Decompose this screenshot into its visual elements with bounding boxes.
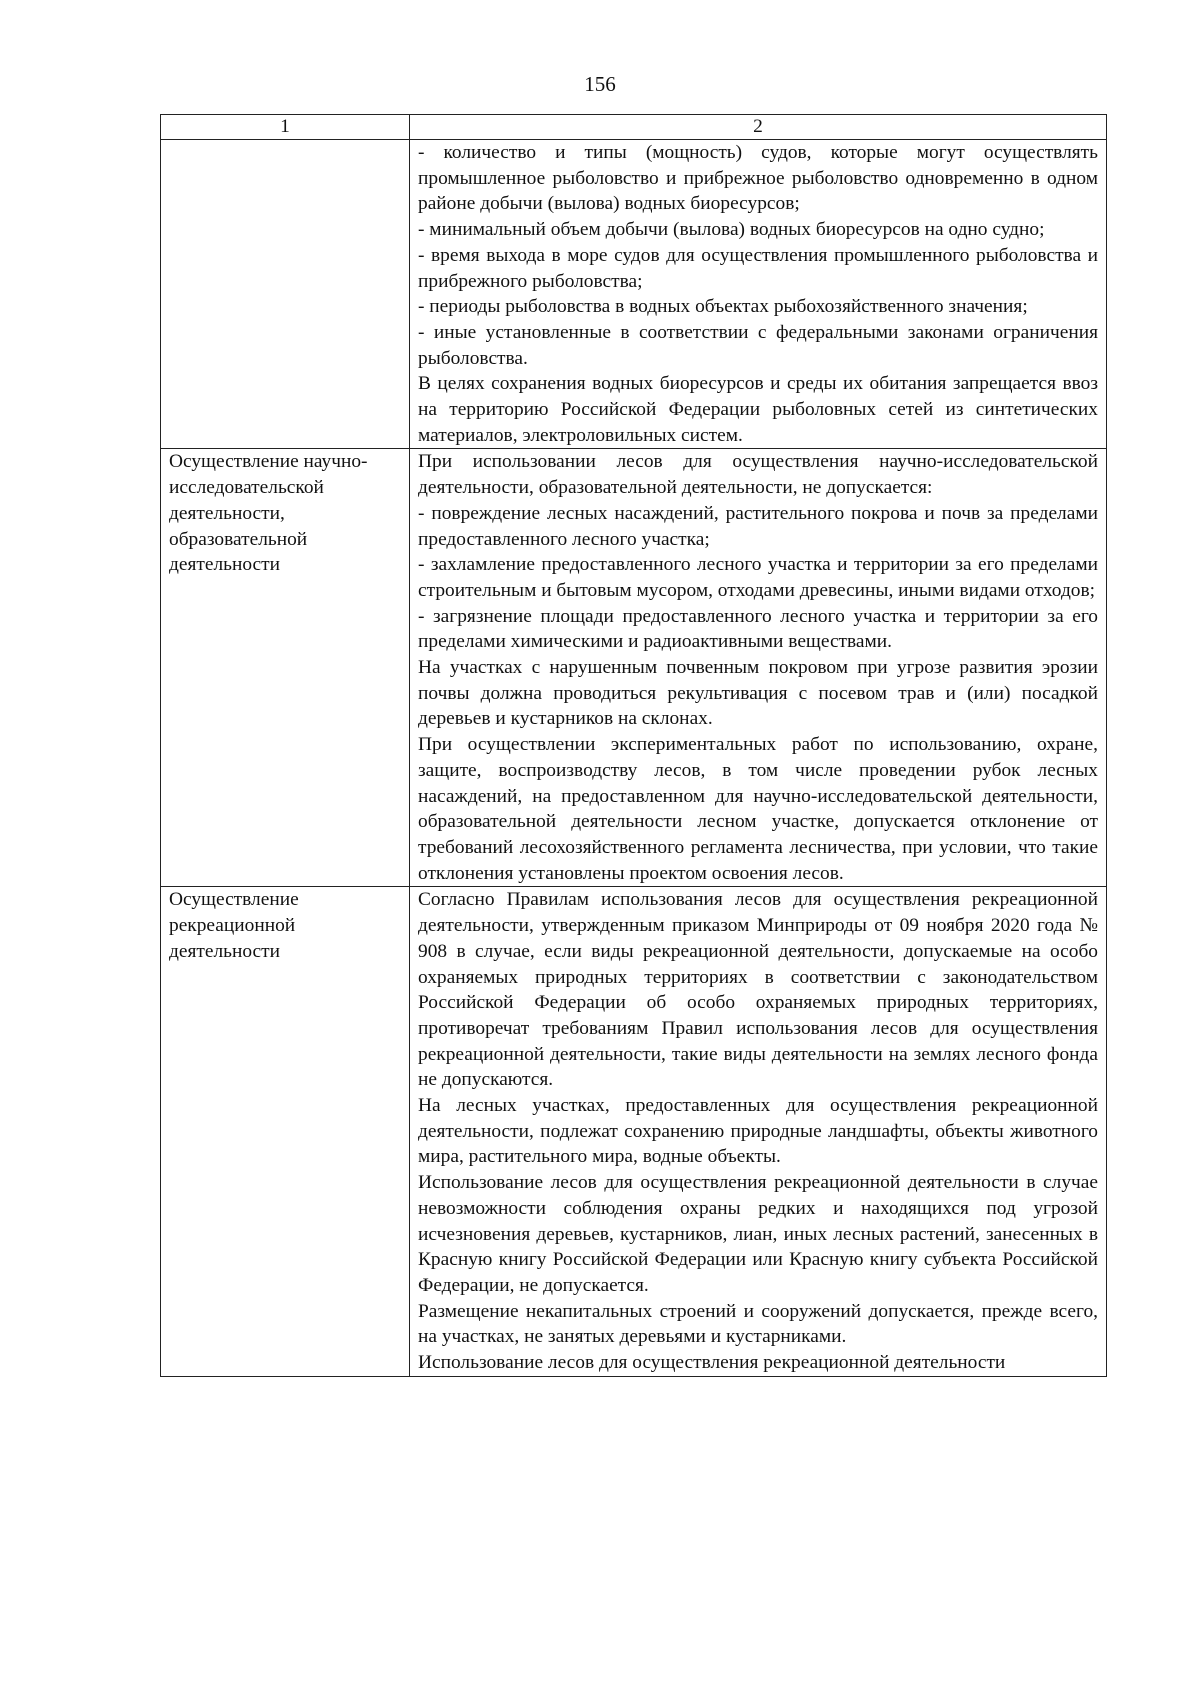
activity-cell bbox=[161, 140, 410, 449]
column-header-2: 2 bbox=[410, 115, 1107, 140]
paragraph: - периоды рыболовства в водных объектах рыбохозяйственного значения; bbox=[418, 296, 1028, 318]
paragraph: - повреждение лесных насаждений, растительного покрова и почв за пределами предоставленного лесного участка; bbox=[418, 502, 1098, 550]
paragraph: На участках с нарушенным почвенным покровом при угрозе развития эрозии почвы должна проводиться рекультивация с посевом трав и (или) посадкой деревьев и кустарников на склонах. bbox=[418, 657, 1098, 730]
activity-cell: Осуществление рекреационной деятельности bbox=[161, 887, 410, 1376]
paragraph: Размещение некапитальных строений и сооружений допускается, прежде всего, на участках, не занятых деревьями и кустарниками. bbox=[418, 1300, 1098, 1348]
table-row bbox=[161, 449, 1107, 887]
paragraph: - иные установленные в соответствии с федеральными законами ограничения рыболовства. bbox=[418, 321, 1098, 369]
table-row bbox=[161, 140, 1107, 449]
paragraph: - захламление предоставленного лесного участка и территории за его пределами строительным и бытовым мусором, отходами древесины, иными видами отходов; bbox=[418, 554, 1098, 601]
paragraph: - время выхода в море судов для осуществления промышленного рыболовства и прибрежного рыболовства; bbox=[418, 244, 1098, 292]
paragraph: Использование лесов для осуществления рекреационной деятельности bbox=[418, 1352, 1006, 1374]
activity-cell: Осуществление научно-исследовательской деятельности, образовательной деятельности bbox=[161, 449, 410, 887]
paragraph: На лесных участках, предоставленных для осуществления рекреационной деятельности, подлежат сохранению природные ландшафты, объекты животного мира, растительного мира, водные объекты. bbox=[418, 1095, 1098, 1168]
column-header-1: 1 bbox=[161, 115, 410, 140]
paragraph: - количество и типы (мощность) судов, которые могут осуществлять промышленное рыболовство и прибрежное рыболовство одновременно в одном районе добычи (вылова) водных биоресурсов; bbox=[418, 142, 1098, 215]
paragraph: Использование лесов для осуществления рекреационной деятельности в случае невозможности соблюдения охраны редких и находящихся под угрозой исчезновения деревьев, кустарников, лиан, иных лесных растений, занесенных в Красную книгу Российской Федерации или Красную книгу субъекта Российской Федерации, не допускается. bbox=[418, 1172, 1098, 1296]
page-number: 156 bbox=[584, 72, 616, 96]
requirements-cell bbox=[410, 887, 1107, 1376]
table-row bbox=[161, 887, 1107, 1376]
paragraph: В целях сохранения водных биоресурсов и среды их обитания запрещается ввоз на территорию Российской Федерации рыболовных сетей из синтетических материалов, электроловильных систем. bbox=[418, 373, 1098, 446]
requirements-cell bbox=[410, 140, 1107, 449]
paragraph: При использовании лесов для осуществления научно-исследовательской деятельности, образовательной деятельности, не допускается: bbox=[418, 451, 1098, 499]
paragraph: - минимальный объем добычи (вылова) водных биоресурсов на одно судно; bbox=[418, 219, 1045, 241]
regulation-table bbox=[160, 114, 1107, 1377]
paragraph: - загрязнение площади предоставленного лесного участка и территории за его пределами химическими и радиоактивными веществами. bbox=[418, 605, 1098, 653]
paragraph: При осуществлении экспериментальных работ по использованию, охране, защите, воспроизводству лесов, в том числе проведении рубок лесных насаждений, на предоставленном для научно-исследовательской деятельности, образовательной деятельности лесном участке, допускается отклонение от требований лесохозяйственного регламента лесничества, при условии, что такие отклонения установлены проектом освоения лесов. bbox=[418, 734, 1098, 884]
requirements-cell bbox=[410, 449, 1107, 887]
table-header-row bbox=[161, 115, 1107, 140]
paragraph: Согласно Правилам использования лесов для осуществления рекреационной деятельности, утвержденным приказом Минприроды от 09 ноября 2020 года № 908 в случае, если виды рекреационной деятельности, допускаемые на особо охраняемых природных территориях в соответствии с законодательством Российской Федерации об особо охраняемых природных территориях, противоречат требованиям Правил использования лесов для осуществления рекреационной деятельности, такие виды деятельности на землях лесного фонда не допускаются. bbox=[418, 889, 1098, 1091]
